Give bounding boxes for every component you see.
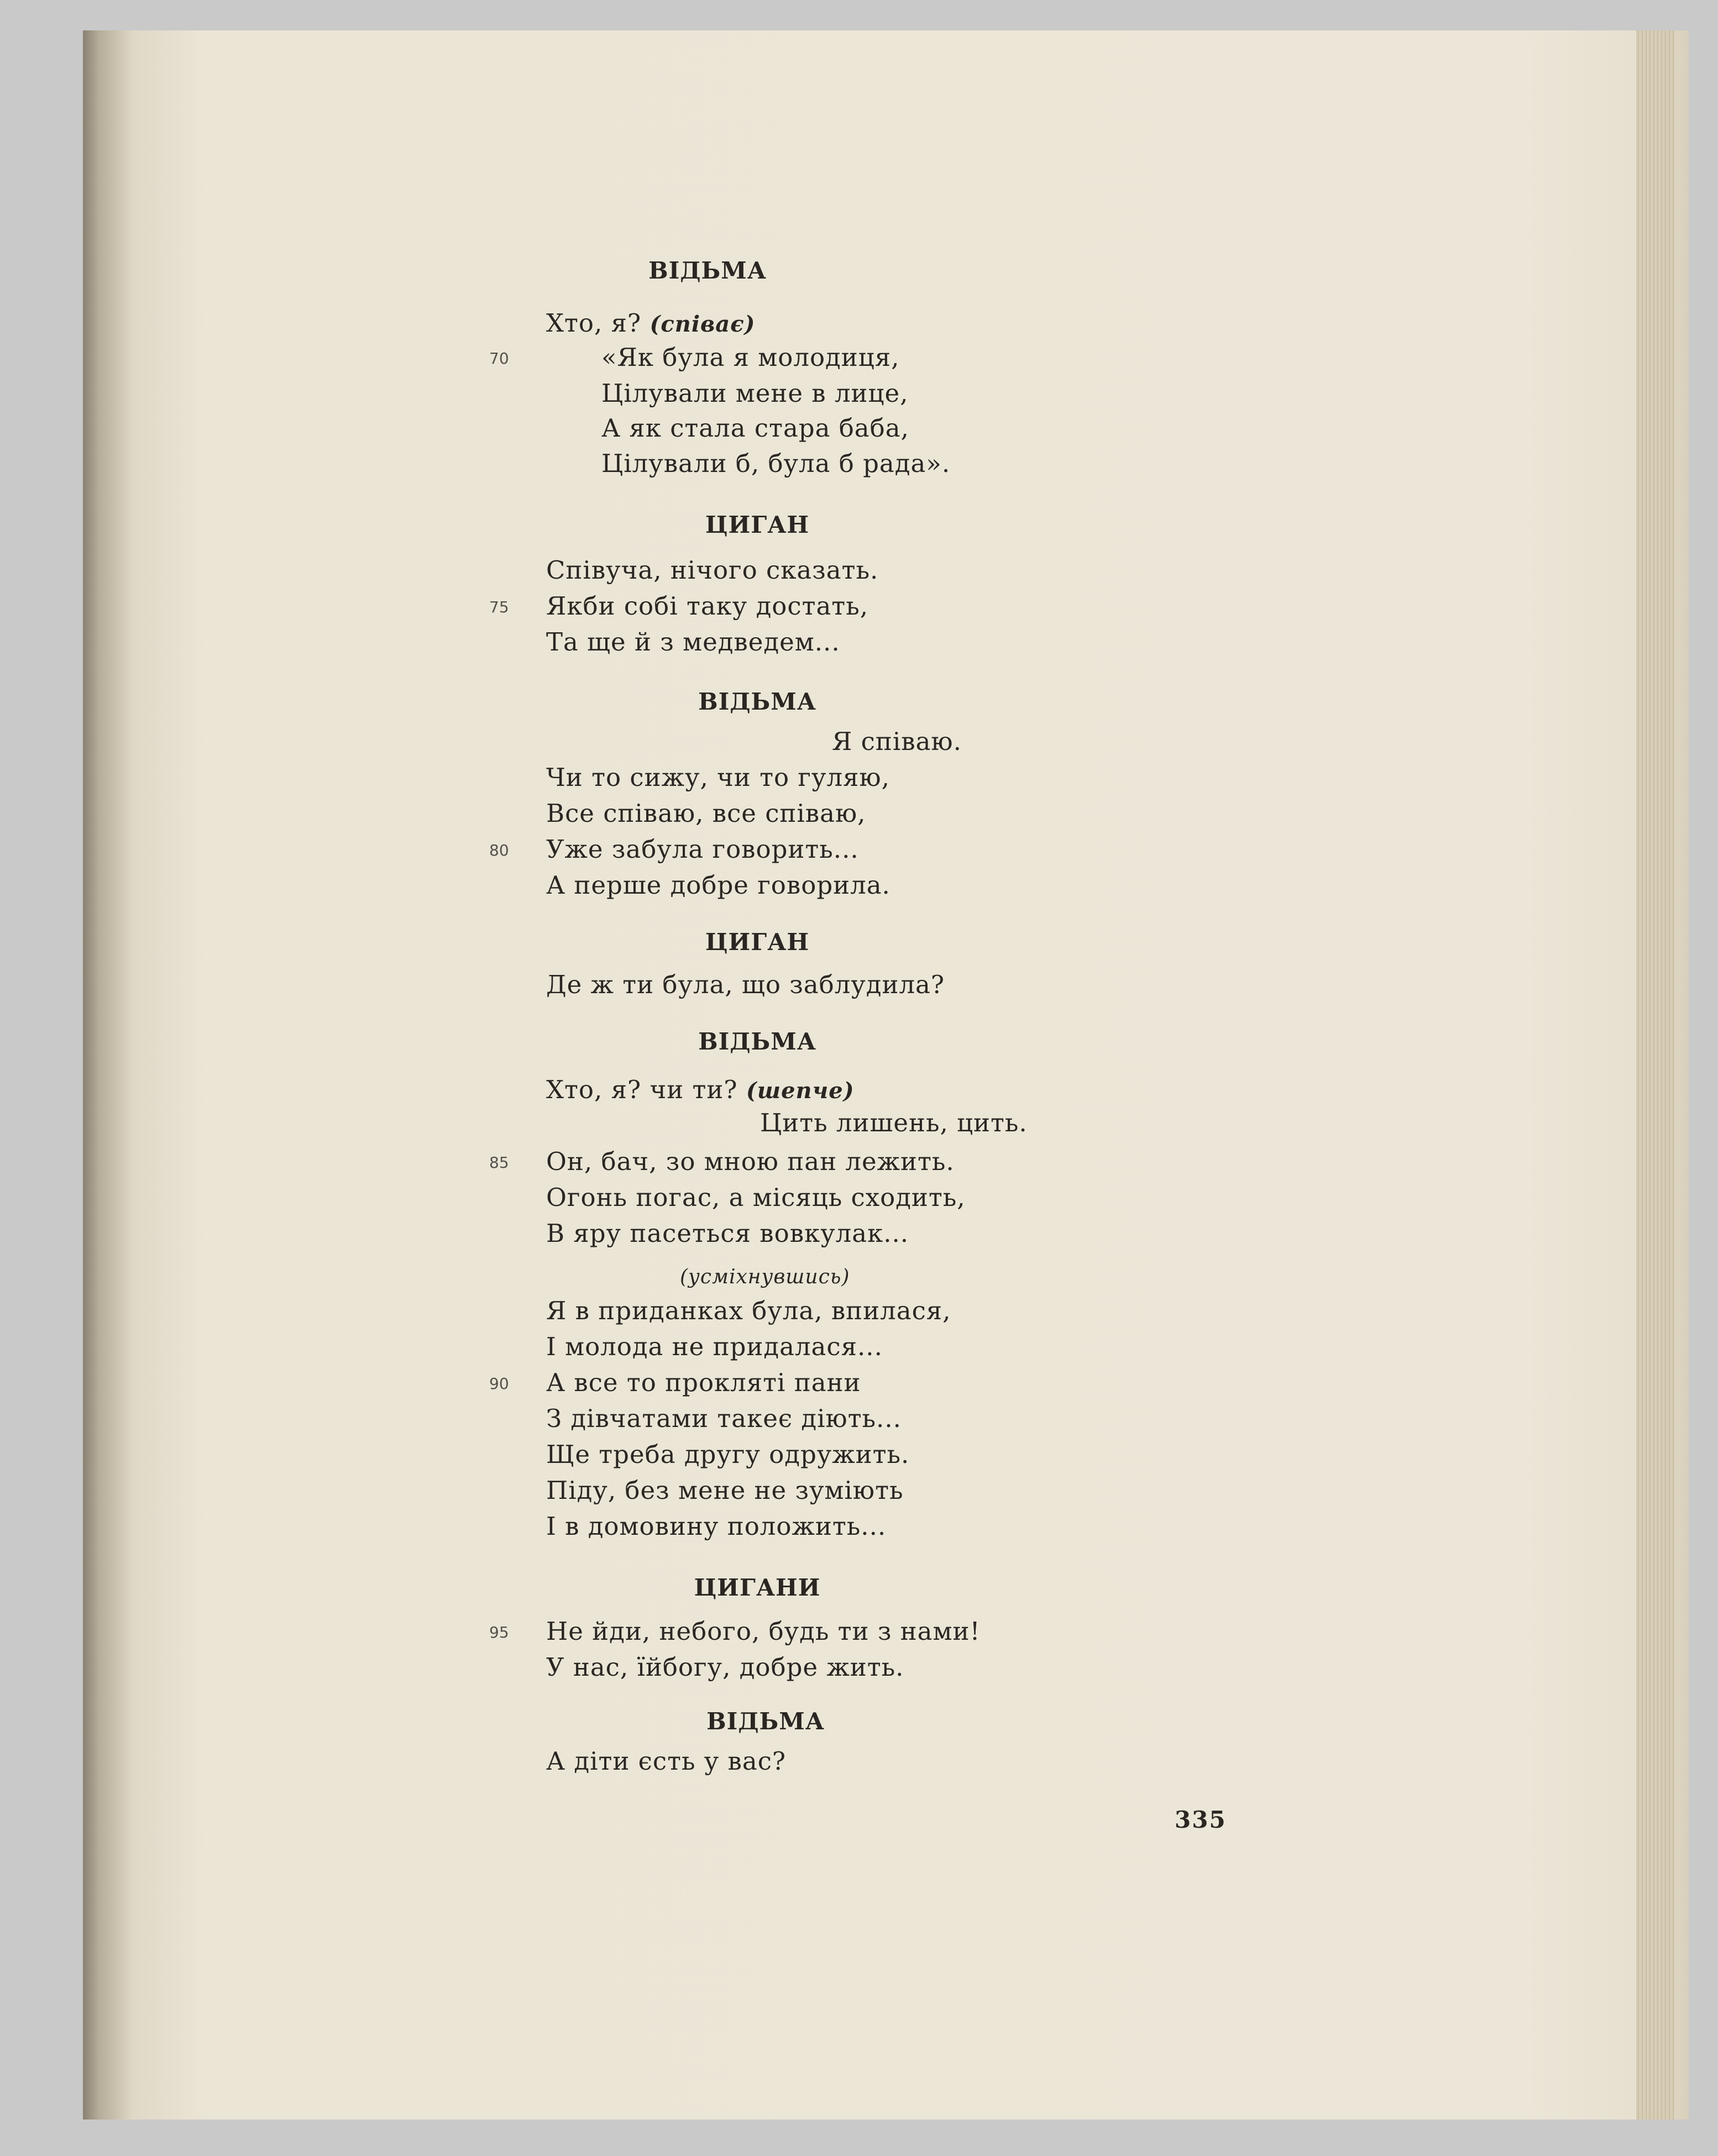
verse-line bbox=[546, 1476, 903, 1505]
verse-text: І молода не придалася... bbox=[546, 1332, 883, 1361]
line-number: 75 bbox=[489, 598, 509, 616]
stage-direction: (усміхнувшись) bbox=[680, 1266, 850, 1288]
verse-text: Якби собі таку достать, bbox=[546, 591, 868, 621]
verse-line bbox=[546, 799, 866, 828]
page-number: 335 bbox=[1175, 1806, 1227, 1833]
verse-line bbox=[546, 1512, 886, 1541]
verse-text: А все то прокляті пани bbox=[546, 1368, 861, 1397]
verse-line bbox=[546, 1746, 786, 1776]
verse-text: «Як була я молодиця, bbox=[601, 343, 900, 372]
verse-line bbox=[546, 763, 890, 792]
verse-text: І в домовину положить... bbox=[546, 1512, 887, 1541]
verse-text: Цілували мене в лице, bbox=[601, 379, 909, 408]
verse-line bbox=[546, 627, 840, 657]
speaker-heading: ЦИГАНИ bbox=[694, 1574, 821, 1601]
verse-text: В яру пасеться вовкулак... bbox=[546, 1219, 909, 1248]
verse-line bbox=[546, 870, 891, 900]
verse-text: А як стала стара баба, bbox=[601, 413, 909, 443]
verse-line bbox=[546, 591, 868, 621]
verse-line bbox=[546, 970, 945, 999]
stage-direction: (шепче) bbox=[746, 1078, 855, 1104]
speaker-heading: ВІДЬМА bbox=[648, 257, 767, 284]
verse-text: Цить лишень, цить. bbox=[760, 1108, 1028, 1137]
verse-text: У нас, їйбогу, добре жить. bbox=[546, 1653, 904, 1682]
verse-text: Он, бач, зо мною пан лежить. bbox=[546, 1147, 955, 1176]
verse-line bbox=[546, 1183, 966, 1212]
verse-line bbox=[546, 1404, 902, 1433]
speaker-heading: ВІДЬМА bbox=[698, 1028, 816, 1055]
verse-text: Та ще й з медведем... bbox=[546, 627, 840, 657]
verse-text: Огонь погас, а місяць сходить, bbox=[546, 1183, 966, 1212]
verse-line bbox=[546, 1332, 883, 1361]
verse-text: Де ж ти була, що заблудила? bbox=[546, 970, 945, 999]
verse-line bbox=[546, 1617, 981, 1646]
verse-text: Не йди, небого, будь ти з нами! bbox=[546, 1617, 981, 1646]
line-number: 70 bbox=[489, 349, 509, 368]
verse-text: Я співаю. bbox=[832, 727, 962, 756]
verse-text: Піду, без мене не зуміють bbox=[546, 1476, 904, 1505]
verse-line bbox=[601, 343, 899, 372]
verse-line bbox=[546, 1147, 955, 1176]
verse-text: Хто, я? чи ти? bbox=[546, 1075, 746, 1104]
line-number: 85 bbox=[489, 1153, 509, 1172]
verse-line bbox=[546, 1219, 909, 1248]
verse-text: Я в приданках була, впилася, bbox=[546, 1296, 951, 1325]
verse-text: А перше добре говорила. bbox=[546, 870, 891, 900]
verse-text: Цілували б, була б рада». bbox=[601, 449, 951, 478]
verse-text: Все співаю, все співаю, bbox=[546, 799, 866, 828]
verse-line bbox=[546, 1440, 909, 1469]
stage-direction: (співає) bbox=[650, 311, 756, 337]
verse-line bbox=[546, 308, 755, 338]
verse-text: Ще треба другу одружить. bbox=[546, 1440, 910, 1469]
speaker-heading: ЦИГАН bbox=[705, 511, 810, 538]
verse-line bbox=[601, 379, 908, 408]
line-number: 90 bbox=[489, 1375, 509, 1393]
line-number: 95 bbox=[489, 1623, 509, 1641]
verse-line bbox=[546, 835, 859, 864]
verse-text: Чи то сижу, чи то гуляю, bbox=[546, 763, 890, 792]
page-edges bbox=[1636, 30, 1675, 2120]
verse-text: Уже забула говорить... bbox=[546, 835, 859, 864]
verse-line bbox=[601, 449, 950, 478]
verse-line bbox=[832, 727, 962, 756]
verse-text: Співуча, нічого сказать. bbox=[546, 555, 879, 585]
speaker-heading: ВІДЬМА bbox=[698, 688, 816, 715]
verse-line bbox=[546, 1653, 904, 1682]
verse-text: Хто, я? bbox=[546, 308, 650, 338]
speaker-heading: ЦИГАН bbox=[705, 929, 810, 956]
verse-line bbox=[601, 413, 909, 443]
verse-line bbox=[546, 1368, 861, 1397]
line-number: 80 bbox=[489, 841, 509, 859]
verse-line bbox=[546, 1296, 951, 1325]
speaker-heading: ВІДЬМА bbox=[706, 1708, 825, 1735]
verse-line bbox=[760, 1108, 1028, 1137]
verse-line bbox=[546, 555, 878, 585]
verse-text: З дівчатами такеє діють... bbox=[546, 1404, 902, 1433]
book-spine-shadow bbox=[83, 30, 133, 2120]
verse-text: А діти єсть у вас? bbox=[546, 1746, 787, 1776]
verse-line bbox=[546, 1075, 855, 1104]
